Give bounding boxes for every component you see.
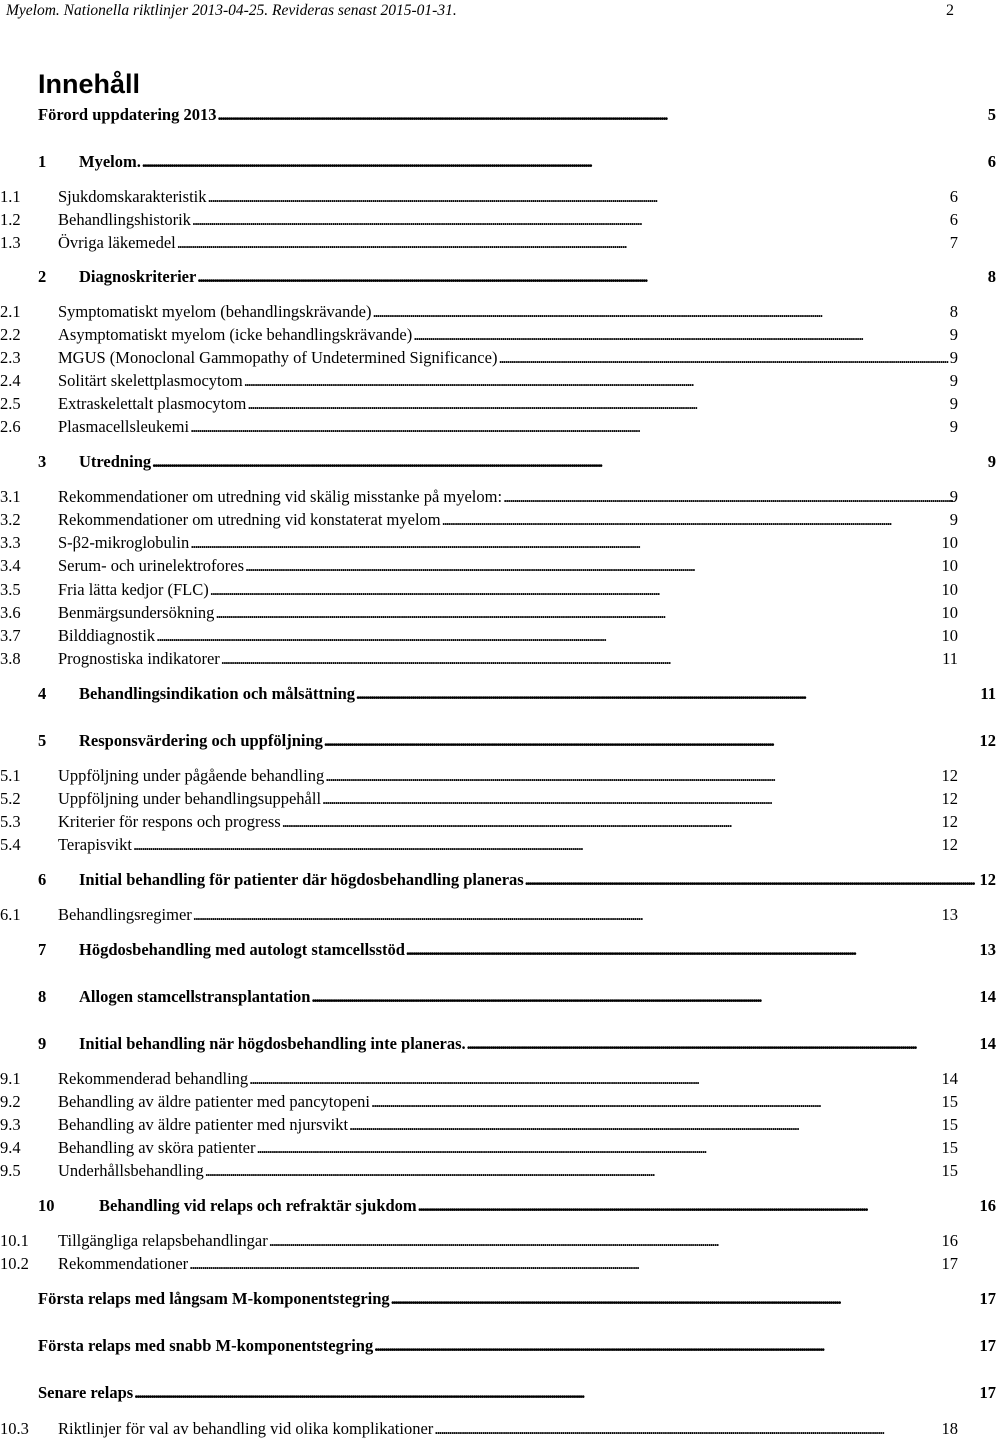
toc-dot-leader — [372, 300, 948, 323]
toc-dot-leader — [269, 1229, 941, 1252]
toc-dot-leader — [467, 1032, 979, 1055]
toc-dot-leader — [190, 531, 940, 554]
toc-entry-page: 9 — [949, 417, 958, 436]
toc-entry-number: 3.1 — [0, 487, 21, 506]
toc-entry-number: 9.1 — [0, 1069, 21, 1088]
toc-entry-page: 9 — [949, 510, 958, 529]
toc-entry[interactable] — [0, 369, 958, 392]
toc-entry[interactable] — [0, 508, 958, 531]
toc-entry-page: 17 — [941, 1254, 958, 1273]
toc-entry-page: 10 — [941, 626, 958, 645]
toc-dot-leader — [210, 578, 941, 601]
toc-entry[interactable] — [0, 1067, 958, 1090]
toc-entry-page: 6 — [949, 187, 958, 206]
toc-entry-title: Solitärt skelettplasmocytom — [58, 371, 243, 390]
toc-entry[interactable] — [0, 903, 958, 926]
toc-dot-leader — [418, 1194, 979, 1217]
toc-entry-title: Sjukdomskarakteristik — [58, 187, 207, 206]
toc-entry[interactable] — [0, 810, 958, 833]
toc-dot-leader — [245, 554, 940, 577]
toc-entry-number: 3.6 — [0, 603, 21, 622]
toc-entry-number: 1 — [38, 152, 47, 171]
toc-dot-leader — [192, 208, 949, 231]
toc-dot-leader — [156, 624, 940, 647]
toc-entry-number: 2.1 — [0, 302, 21, 321]
toc-entry-title: Behandlingshistorik — [58, 210, 191, 229]
toc-entry-title: Symptomatiskt myelom (behandlingskrävande) — [58, 302, 372, 321]
toc-entry-title: MGUS (Monoclonal Gammopathy of Undetermined Significance) — [58, 348, 498, 367]
toc-entry-number: 10 — [38, 1196, 55, 1215]
toc-entry-page: 12 — [941, 789, 958, 808]
toc-entry-title: Behandlingsindikation och målsättning — [79, 684, 356, 703]
toc-entry-number: 9.3 — [0, 1115, 21, 1134]
toc-dot-leader — [282, 810, 941, 833]
header-text: Myelom. Nationella riktlinjer 2013-04-25. Revideras senast 2015-01-31. — [6, 2, 457, 19]
toc-dot-leader — [325, 764, 940, 787]
toc-entry[interactable] — [0, 265, 996, 288]
toc-entry-number: 5.3 — [0, 812, 21, 831]
toc-entry-title: Första relaps med snabb M-komponentstegring — [38, 1336, 374, 1355]
toc-dot-leader — [406, 938, 979, 961]
toc-entry-page: 9 — [949, 394, 958, 413]
toc-entry[interactable] — [0, 1229, 958, 1252]
toc-entry-page: 12 — [979, 870, 996, 889]
toc-entry[interactable] — [0, 787, 958, 810]
toc-entry-number: 3.7 — [0, 626, 21, 645]
toc-entry-number: 9.2 — [0, 1092, 21, 1111]
toc-dot-leader — [371, 1090, 940, 1113]
toc-entry[interactable] — [0, 150, 996, 173]
toc-entry-number: 9.5 — [0, 1161, 21, 1180]
toc-entry[interactable] — [0, 485, 958, 508]
toc-entry-page: 10 — [941, 533, 958, 552]
toc-entry[interactable] — [0, 231, 958, 254]
toc-entry-number: 2.4 — [0, 371, 21, 390]
toc-dot-leader — [503, 485, 949, 508]
toc-entry-page: 12 — [941, 835, 958, 854]
toc-entry-page: 11 — [980, 684, 996, 703]
toc-entry[interactable] — [0, 985, 996, 1008]
toc-entry-page: 18 — [941, 1419, 958, 1438]
toc-entry-page: 5 — [987, 105, 996, 124]
toc-dot-leader — [221, 647, 941, 670]
toc-entry-title: Rekommendationer om utredning vid skälig misstanke på myelom: — [58, 487, 503, 506]
toc-entry[interactable] — [0, 868, 996, 891]
toc-entry[interactable] — [0, 833, 958, 856]
toc-entry-number: 1.1 — [0, 187, 21, 206]
toc-entry-title: Högdosbehandling med autologt stamcellsstöd — [79, 940, 405, 959]
toc-entry-page: 9 — [949, 348, 958, 367]
toc-entry[interactable] — [0, 1334, 996, 1357]
toc-entry-page: 7 — [949, 233, 958, 252]
toc-entry[interactable] — [0, 450, 996, 473]
toc-entry-page: 8 — [949, 302, 958, 321]
toc-entry-number: 3.3 — [0, 533, 21, 552]
toc-entry-title: Extraskelettalt plasmocytom — [58, 394, 247, 413]
toc-entry-number: 2.3 — [0, 348, 21, 367]
toc-entry-page: 14 — [941, 1069, 958, 1088]
toc-entry-title: Behandling vid relaps och refraktär sjukdom — [99, 1196, 417, 1215]
toc-entry-title: Myelom. — [79, 152, 141, 171]
toc-entry[interactable] — [0, 601, 958, 624]
toc-entry-title: Första relaps med långsam M-komponentstegring — [38, 1289, 390, 1308]
toc-entry-title: Behandlingsregimer — [58, 905, 192, 924]
toc-entry-page: 13 — [979, 940, 996, 959]
toc-dot-leader — [217, 103, 986, 126]
toc-entry-number: 1.3 — [0, 233, 21, 252]
toc-entry-page: 17 — [979, 1383, 996, 1402]
toc-entry-number: 6 — [38, 870, 47, 889]
toc-entry[interactable] — [0, 938, 996, 961]
toc-entry-number: 5.4 — [0, 835, 21, 854]
toc-entry-number: 3.2 — [0, 510, 21, 529]
toc-dot-leader — [498, 346, 948, 369]
toc-entry-title: Benmärgsundersökning — [58, 603, 215, 622]
toc-entry-title: Initial behandling när högdosbehandling inte planeras. — [79, 1034, 466, 1053]
toc-dot-leader — [442, 508, 949, 531]
toc-dot-leader — [193, 903, 941, 926]
toc-entry-title: Responsvärdering och uppföljning — [79, 731, 323, 750]
toc-entry-number: 2.5 — [0, 394, 21, 413]
toc-dot-leader — [525, 868, 979, 891]
toc-entry-page: 12 — [941, 812, 958, 831]
toc-entry-page: 15 — [941, 1115, 958, 1134]
toc-entry[interactable] — [0, 300, 958, 323]
toc-entry-title: Behandling av äldre patienter med njursvikt — [58, 1115, 349, 1134]
toc-dot-leader — [134, 1381, 978, 1404]
toc-entry-title: Rekommendationer om utredning vid konstaterat myelom — [58, 510, 441, 529]
toc-entry-number: 8 — [38, 987, 47, 1006]
toc-entry[interactable] — [0, 1381, 996, 1404]
toc-entry-number: 7 — [38, 940, 47, 959]
toc-dot-leader — [190, 415, 949, 438]
toc-dot-leader — [215, 601, 940, 624]
toc-entry-number: 2.6 — [0, 417, 21, 436]
toc-entry-page: 12 — [979, 731, 996, 750]
toc-entry-title: Diagnoskriterier — [79, 267, 197, 286]
toc-dot-leader — [152, 450, 987, 473]
toc-entry[interactable] — [0, 647, 958, 670]
toc-entry-page: 9 — [949, 371, 958, 390]
toc-entry[interactable] — [0, 1113, 958, 1136]
toc-entry-number: 1.2 — [0, 210, 21, 229]
toc-entry-number: 2 — [38, 267, 47, 286]
toc-dot-leader — [413, 323, 949, 346]
toc-entry[interactable] — [0, 1417, 958, 1440]
toc-entry-page: 10 — [941, 556, 958, 575]
toc-entry[interactable] — [0, 392, 958, 415]
toc-entry-title: S-β2-mikroglobulin — [58, 533, 190, 552]
toc-entry-page: 11 — [942, 649, 958, 668]
toc-entry-number: 3.5 — [0, 580, 21, 599]
toc-entry-title: Plasmacellsleukemi — [58, 417, 190, 436]
toc-entry-number: 2.2 — [0, 325, 21, 344]
toc-entry[interactable] — [0, 103, 996, 126]
toc-dot-leader — [374, 1334, 978, 1357]
toc-dot-leader — [207, 185, 948, 208]
toc-entry-page: 15 — [941, 1138, 958, 1157]
toc-entry-title: Utredning — [79, 452, 152, 471]
toc-entry[interactable] — [0, 624, 958, 647]
toc-entry[interactable] — [0, 346, 958, 369]
toc-entry-page: 12 — [941, 766, 958, 785]
toc-dot-leader — [177, 231, 949, 254]
toc-dot-leader — [356, 682, 979, 705]
toc-entry-title: Uppföljning under pågående behandling — [58, 766, 325, 785]
toc-entry-title: Bilddiagnostik — [58, 626, 156, 645]
toc-entry[interactable] — [0, 1136, 958, 1159]
toc-entry-title: Övriga läkemedel — [58, 233, 176, 252]
toc-entry-page: 6 — [949, 210, 958, 229]
toc-entry-page: 10 — [941, 603, 958, 622]
toc-dot-leader — [324, 729, 979, 752]
toc-entry-page: 13 — [941, 905, 958, 924]
toc-entry[interactable] — [0, 1252, 958, 1275]
toc-dot-leader — [322, 787, 940, 810]
toc-entry-number: 9.4 — [0, 1138, 21, 1157]
toc-dot-leader — [434, 1417, 940, 1440]
toc-dot-leader — [256, 1136, 940, 1159]
toc-entry-title: Prognostiska indikatorer — [58, 649, 220, 668]
toc-entry-title: Initial behandling för patienter där högdosbehandling planeras — [79, 870, 524, 889]
toc-entry-page: 17 — [979, 1289, 996, 1308]
toc-entry-page: 14 — [979, 987, 996, 1006]
toc-entry-title: Riktlinjer för val av behandling vid olika komplikationer — [58, 1419, 434, 1438]
toc-entry-title: Underhållsbehandling — [58, 1161, 204, 1180]
toc-dot-leader — [249, 1067, 940, 1090]
toc-entry-title: Fria lätta kedjor (FLC) — [58, 580, 209, 599]
toc-entry-number: 6.1 — [0, 905, 21, 924]
toc-entry-number: 3.4 — [0, 556, 21, 575]
toc-entry-title: Senare relaps — [38, 1383, 134, 1402]
toc-entry[interactable] — [0, 729, 996, 752]
toc-entry[interactable] — [0, 682, 996, 705]
toc-entry[interactable] — [0, 1194, 996, 1217]
toc-dot-leader — [311, 985, 978, 1008]
toc-dot-leader — [391, 1287, 979, 1310]
toc-entry-title: Allogen stamcellstransplantation — [79, 987, 311, 1006]
toc-entry-page: 9 — [949, 487, 958, 506]
toc-entry[interactable] — [0, 1090, 958, 1113]
toc-entry[interactable] — [0, 208, 958, 231]
toc-dot-leader — [197, 265, 986, 288]
toc-entry-number: 5 — [38, 731, 47, 750]
toc-entry[interactable] — [0, 323, 958, 346]
toc-entry-page: 16 — [941, 1231, 958, 1250]
toc-entry[interactable] — [0, 1287, 996, 1310]
toc-dot-leader — [189, 1252, 940, 1275]
toc-dot-leader — [205, 1159, 941, 1182]
toc-entry-title: Behandling av sköra patienter — [58, 1138, 256, 1157]
toc-entry-number: 9 — [38, 1034, 47, 1053]
page-number: 2 — [946, 2, 954, 19]
toc-entry-number: 10.3 — [0, 1419, 29, 1438]
toc-entry-page: 17 — [979, 1336, 996, 1355]
toc-entry-title: Asymptomatiskt myelom (icke behandlingskrävande) — [58, 325, 413, 344]
toc-entry-title: Förord uppdatering 2013 — [38, 105, 217, 124]
toc-entry[interactable] — [0, 185, 958, 208]
toc-entry-number: 10.2 — [0, 1254, 29, 1273]
toc-entry-number: 3.8 — [0, 649, 21, 668]
toc-entry-title: Rekommenderad behandling — [58, 1069, 249, 1088]
toc-entry-number: 10.1 — [0, 1231, 29, 1250]
toc-entry-number: 5.1 — [0, 766, 21, 785]
toc-title: Innehåll — [38, 69, 141, 99]
toc-entry-title: Uppföljning under behandlingsuppehåll — [58, 789, 322, 808]
toc-dot-leader — [244, 369, 949, 392]
toc-dot-leader — [247, 392, 948, 415]
toc-dot-leader — [349, 1113, 940, 1136]
toc-entry[interactable] — [0, 1032, 996, 1055]
toc-entry-page: 8 — [987, 267, 996, 286]
toc-entry-number: 5.2 — [0, 789, 21, 808]
toc-entry-number: 4 — [38, 684, 47, 703]
toc-entry-title: Rekommendationer — [58, 1254, 189, 1273]
toc-entry-title: Terapisvikt — [58, 835, 132, 854]
toc-entry[interactable] — [0, 764, 958, 787]
toc-dot-leader — [133, 833, 941, 856]
toc-entry[interactable] — [0, 1159, 958, 1182]
toc-entry-number: 3 — [38, 452, 47, 471]
toc-entry-page: 14 — [979, 1034, 996, 1053]
toc-entry-page: 9 — [949, 325, 958, 344]
toc-entry-page: 9 — [987, 452, 996, 471]
toc-entry-title: Tillgängliga relapsbehandlingar — [58, 1231, 268, 1250]
toc-entry[interactable] — [0, 554, 958, 577]
toc-entry-page: 16 — [979, 1196, 996, 1215]
toc-entry[interactable] — [0, 415, 958, 438]
toc-entry-title: Serum- och urinelektrofores — [58, 556, 245, 575]
toc-entry-page: 15 — [941, 1092, 958, 1111]
toc-entry-title: Behandling av äldre patienter med pancytopeni — [58, 1092, 371, 1111]
toc-entry[interactable] — [0, 531, 958, 554]
toc-entry-page: 6 — [987, 152, 996, 171]
toc-entry[interactable] — [0, 578, 958, 601]
toc-entry-page: 10 — [941, 580, 958, 599]
toc-dot-leader — [142, 150, 987, 173]
toc-entry-page: 15 — [941, 1161, 958, 1180]
toc-entry-title: Kriterier för respons och progress — [58, 812, 281, 831]
